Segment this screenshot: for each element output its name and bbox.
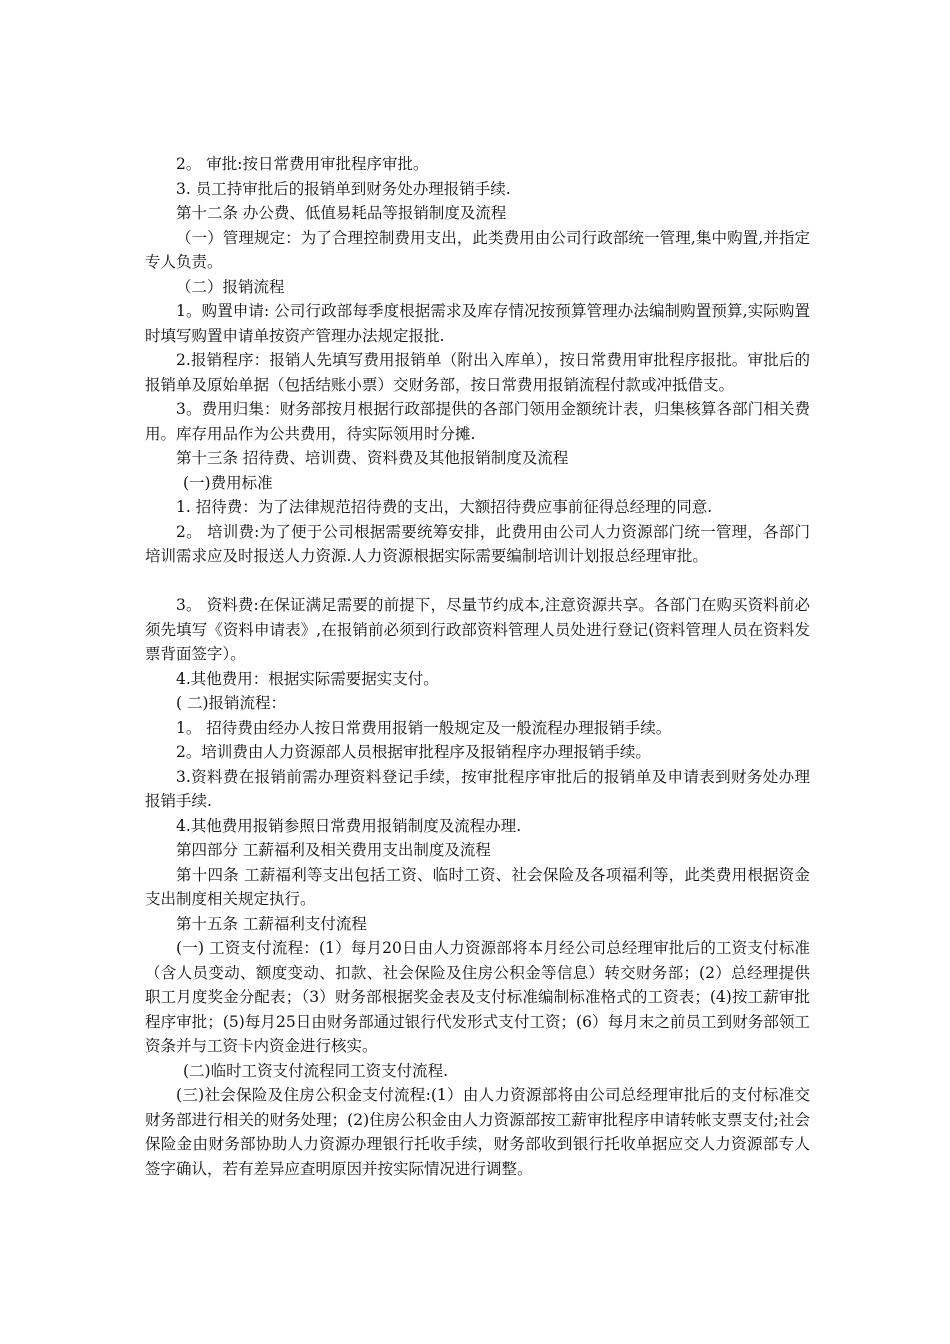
paragraph: 2.报销程序：报销人先填写费用报销单（附出入库单），按日常费用审批程序报批。审批后的报销单及原始单据（包括结账小票）交财务部，按日常费用报销流程付款或冲抵借支。 — [145, 351, 810, 394]
paragraph: 2。培训费由人力资源部人员根据审批程序及报销程序办理报销手续。 — [176, 743, 651, 761]
section-heading: 第十五条 工薪福利支付流程 — [176, 914, 367, 933]
section-heading: 第十二条 办公费、低值易耗品等报销制度及流程 — [176, 204, 507, 222]
subsection-heading: (一)费用标准 — [183, 473, 273, 492]
paragraph: 3.资料费在报销前需办理资料登记手续，按审批程序审批后的报销单及申请表到财务处办理报销手续. — [145, 767, 810, 810]
subsection-heading: ( 二)报销流程： — [176, 694, 287, 712]
paragraph: 3. 员工持审批后的报销单到财务处办理报销手续. — [176, 179, 511, 198]
paragraph: 1. 招待费：为了法律规范招待费的支出，大额招待费应事前征得总经理的同意. — [176, 498, 713, 516]
paragraph: 4.其他费用报销参照日常费用报销制度及流程办理. — [176, 816, 522, 835]
part-heading: 第四部分 工薪福利及相关费用支出制度及流程 — [176, 841, 491, 859]
paragraph: (三)社会保险及住房公积金支付流程:(1）由人力资源部将由公司总经理审批后的支付标准交财务部进行相关的财务处理；(2)住房公积金由人力资源部按工薪审批程序申请转帐支票支付;社会保险金由财务部协助人力资源办理银行托收手续，财务部收到银行托收单据应交人力资源部专人签字确认，若有差异应查明原因并按实际情况进行调整。 — [145, 1086, 810, 1178]
paragraph: 4.其他费用：根据实际需要据实支付。 — [176, 669, 439, 688]
blank-line — [145, 569, 810, 594]
paragraph: (二)临时工资支付流程同工资支付流程. — [183, 1061, 449, 1080]
paragraph: (一) 工资支付流程：(1）每月20日由人力资源部将本月经公司总经理审批后的工资支付标准（含人员变动、额度变动、扣款、社会保险及住房公积金等信息）转交财务部；(2）总经理提供职工月度奖金分配表；（3）财务部根据奖金表及支付标准编制标准格式的工资表；(4)按工薪审批程序审批；(5)每月25日由财务部通过银行代发形式支付工资；(6）每月末之前员工到财务部领工资条并与工资卡内资金进行核实。 — [145, 939, 810, 1055]
paragraph: 2。 审批:按日常费用审批程序审批。 — [176, 155, 429, 173]
paragraph: 3。费用归集：财务部按月根据行政部提供的各部门领用金额统计表，归集核算各部门相关费用。库存用品作为公共费用，待实际领用时分摊. — [145, 400, 810, 443]
document-body — [145, 152, 810, 1181]
subsection-heading: （二）报销流程 — [176, 277, 285, 296]
paragraph: 1。购置申请: 公司行政部每季度根据需求及库存情况按预算管理办法编制购置预算,实际购置时填写购置申请单按资产管理办法规定报批. — [145, 302, 810, 345]
paragraph: 1。 招待费由经办人按日常费用报销一般规定及一般流程办理报销手续。 — [176, 718, 672, 737]
paragraph: 2。 培训费:为了便于公司根据需要统筹安排，此费用由公司人力资源部门统一管理，各部门培训需求应及时报送人力资源.人力资源根据实际需要编制培训计划报总经理审批。 — [145, 522, 810, 565]
paragraph: 3。 资料费:在保证满足需要的前提下，尽量节约成本,注意资源共享。各部门在购买资料前必须先填写《资料申请表》,在报销前必须到行政部资料管理人员处进行登记(资料管理人员在资料发票背面签字）。 — [145, 596, 810, 663]
paragraph: （一）管理规定：为了合理控制费用支出，此类费用由公司行政部统一管理,集中购置,并指定专人负责。 — [145, 228, 810, 271]
section-heading: 第十三条 招待费、培训费、资料费及其他报销制度及流程 — [176, 449, 569, 467]
paragraph: 第十四条 工薪福利等支出包括工资、临时工资、社会保险及各项福利等，此类费用根据资金支出制度相关规定执行。 — [145, 865, 810, 908]
